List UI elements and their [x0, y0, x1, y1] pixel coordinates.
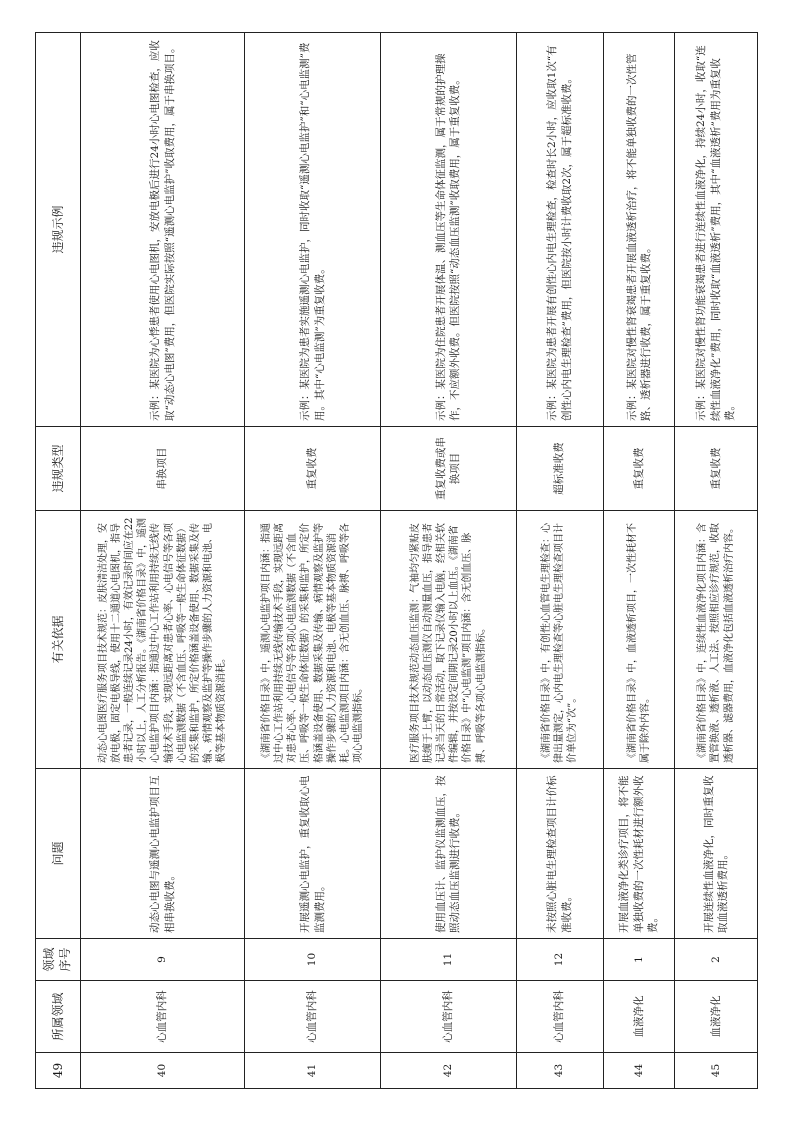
row-number: 43: [516, 1053, 603, 1089]
row-type: 重复收费: [603, 427, 674, 511]
row-seq: 1: [603, 939, 674, 981]
row-problem: 开展血液净化类诊疗项目，将不能单独收费的一次性耗材进行额外收费。: [603, 769, 674, 939]
row-field: 心血管内科: [80, 981, 244, 1053]
row-type: 超标准收费: [516, 427, 603, 511]
row-problem: 未按照心脏电生理检查项目计价标准收费。: [516, 769, 603, 939]
row-number: 44: [603, 1053, 674, 1089]
row-problem: 动态心电图与遥测心电监护项目互相串换收费。: [80, 769, 244, 939]
rotated-table-frame: [35, 33, 758, 1089]
table-header-row: [36, 33, 81, 1089]
header-seq: 领域序号: [36, 939, 81, 981]
row-number: 40: [80, 1053, 244, 1089]
row-example: 示例：某医院为住院患者开展体温、测血压等生命体征监测，属于常规的护理操作，不应额外收费。但医院按照“动态血压监测”收取费用，属于重复收费。: [380, 33, 516, 427]
row-field: 血液净化: [603, 981, 674, 1053]
row-example: 示例：某医院为患者开展有创性心内电生理检查，检查时长2小时，应收取1次“有创性心内电生理检查”费用，但医院按小时计费收取2次，属于超标准收费。: [516, 33, 603, 427]
row-type: 重复收费或串换项目: [380, 427, 516, 511]
table-row: [603, 33, 674, 1089]
header-type: 违规类型: [36, 427, 81, 511]
row-basis: 《湖南省价格目录》中，连续性血液净化项目内涵：含置管换液、透析液、人工法、按照相应诊疗规范，收取透析器、滤器费用，血液净化包括血液透析治疗内容。: [675, 511, 758, 769]
row-number: 42: [380, 1053, 516, 1089]
table-row: [245, 33, 381, 1089]
row-example: 示例：某医院对慢性肾功能衰竭患者进行连续性血液净化，持续24小时，收取“连续性血液净化”费用，同时收取“血液透析”费用，其中“血液透析”费用为重复收费。: [675, 33, 758, 427]
header-problem: 问题: [36, 769, 81, 939]
table-row: [516, 33, 603, 1089]
row-seq: 9: [80, 939, 244, 981]
row-basis: 动态心电图医疗服务项目技术规范：皮肤清洁处理，安放电极，固定电极导线，使用十二通道心电图机，指导患者记录，一般连续记录24小时，有效记录时间应在22小时以上，人工分析报告。《湖南省价格目录》中，遥测心电监护项目内涵：指通过中心工作站利用持续无线传输技术手段，实现远距离对患者心率、心电信号等各项心电监测数据（不含血压、呼吸等一般生命体征数据）的采集和监护，所定价格涵盖设备使用、数据采集及传输、病情观察及监护等操作步骤的人力资源和电池、电极等基本物质资源消耗。: [80, 511, 244, 769]
row-type: 重复收费: [675, 427, 758, 511]
table-row: [80, 33, 244, 1089]
row-number: 41: [245, 1053, 381, 1089]
row-type: 串换项目: [80, 427, 244, 511]
header-basis: 有关依据: [36, 511, 81, 769]
row-seq: 2: [675, 939, 758, 981]
row-number: 45: [675, 1053, 758, 1089]
row-example: 示例：某医院对慢性肾衰竭患者开展血液透析治疗，将不能单独收费的一次性管路、透析器进行收费，属于重复收费。: [603, 33, 674, 427]
table-row: [675, 33, 758, 1089]
row-problem: 使用血压计、监护仪监测血压，按照动态血压监测进行收费。: [380, 769, 516, 939]
row-seq: 11: [380, 939, 516, 981]
row-seq: 12: [516, 939, 603, 981]
row-basis: 医疗服务项目技术规范动态血压监测：气袖均匀紧贴皮肤缠于上臂，以动态血压测仪自动测量血压，指导患者记录当天的日常活动，取下记录仪输入电脑，经相关软件编辑，并按设定间期记录20小时以上血压。《湖南省价格目录》中“心电监测”项目内涵：含无创血压、脉搏、呼吸等各项心电监测指标。: [380, 511, 516, 769]
row-seq: 10: [245, 939, 381, 981]
row-type: 重复收费: [245, 427, 381, 511]
row-basis: 《湖南省价格目录》中，遥测心电监护项目内涵：指通过中心工作站利用持续无线传输技术手段，实现远距离对患者心率、心电信号等各项心电监测数据（不含血压、呼吸等一般生命体征数据）的采集和监护，所定价格涵盖设备使用、数据采集及传输、病情观察及监护等操作步骤的人力资源和电池、电极等基本物质资源消耗。心电监测项目内涵：含无创血压、脉搏、呼吸等各项心电监测指标。: [245, 511, 381, 769]
violation-table: [35, 32, 758, 1089]
row-problem: 开展遥测心电监护，重复收取心电监测费用。: [245, 769, 381, 939]
header-example: 违规示例: [36, 33, 81, 427]
row-basis: 《湖南省价格目录》中，有创性心血管电生理检查：心律出量测定，心内电生理检查等心脏电生理检查项目计价单位为“次”。: [516, 511, 603, 769]
row-field: 心血管内科: [516, 981, 603, 1053]
row-field: 心血管内科: [245, 981, 381, 1053]
row-example: 示例：某医院为患者实施遥测心电监护，同时收取“遥测心电监护”和“心电监测”费用。其中“心电监测”为重复收费。: [245, 33, 381, 427]
row-field: 血液净化: [675, 981, 758, 1053]
row-problem: 开展连续性血液净化，同时重复收取血液透析费用。: [675, 769, 758, 939]
table-row: [380, 33, 516, 1089]
page-number: 49: [36, 1053, 81, 1089]
row-basis: 《湖南省价格目录》中，血液透析项目，一次性耗材不属于除外内容。: [603, 511, 674, 769]
header-field: 所属领域: [36, 981, 81, 1053]
row-example: 示例：某医院为心悸患者使用心电图机，安放电极后进行24小时心电图检查，应收取“动态心电图”费用，但医院实际按照“遥测心电监护”收取费用，属于串换项目。: [80, 33, 244, 427]
row-field: 心血管内科: [380, 981, 516, 1053]
